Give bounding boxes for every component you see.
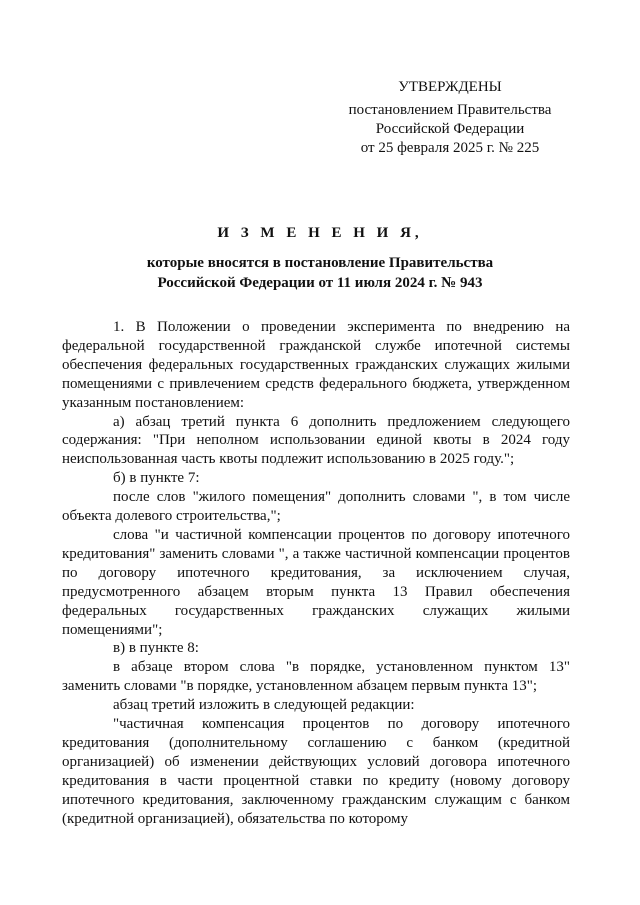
document-body [62,318,570,828]
approval-line-3: от 25 февраля 2025 г. № 225 [360,140,540,156]
paragraph: "частичная компенсация процентов по договору ипотечного кредитования (дополнительному соглашению с банком (кредитной организацией) об изменении действующих условий договора ипотечного кредитования в части процентной ставки по кредиту (новому договору ипотечного кредитования, заключенному гражданским служащим с банком (кредитной организацией), обязательства по которому [62,716,570,827]
paragraph: а) абзац третий пункта 6 дополнить предложением следующего содержания: "При неполном использовании единой квоты в 2024 году неиспользованная часть квоты подлежит использованию в 2025 году."; [62,413,570,468]
paragraph: в) в пункте 8: [113,640,199,657]
paragraph: после слов "жилого помещения" дополнить словами ", в том числе объекта долевого строительства,"; [62,489,570,525]
approval-stamp [330,78,570,158]
paragraph: в абзаце втором слова "в порядке, установленном пунктом 13" заменить словами "в порядке, установленном абзацем первым пункта 13"; [62,659,570,695]
document-title: И З М Е Н Е Н И Я, [217,225,423,241]
approved-label: УТВЕРЖДЕНЫ [398,79,502,95]
paragraph: слова "и частичной компенсации процентов по договору ипотечного кредитования" заменить словами ", а также частичной компенсации процентов по договору ипотечного кредитования, за исключением случая, предусмотренного абзацем вторым пункта 13 Правил обеспечения федеральных государственных гражданских служащих жилыми помещениями"; [62,526,570,638]
document-subtitle-line-1: которые вносятся в постановление Правительства [146,255,494,271]
approval-line-2: Российской Федерации [375,121,525,137]
paragraph: абзац третий изложить в следующей редакции: [113,697,415,714]
paragraph: 1. В Положении о проведении эксперимента по внедрению на федеральной государственной гражданской службе ипотечной системы обеспечения федеральных государственных гражданских служащих жилыми помещениями с привлечением средств федерального бюджета, утвержденном указанным постановлением: [62,319,570,411]
document-subtitle-line-2: Российской Федерации от 11 июля 2024 г. № 943 [157,275,483,291]
approval-line-1: постановлением Правительства [348,102,552,118]
paragraph: б) в пункте 7: [113,470,200,487]
document-heading [60,224,580,293]
